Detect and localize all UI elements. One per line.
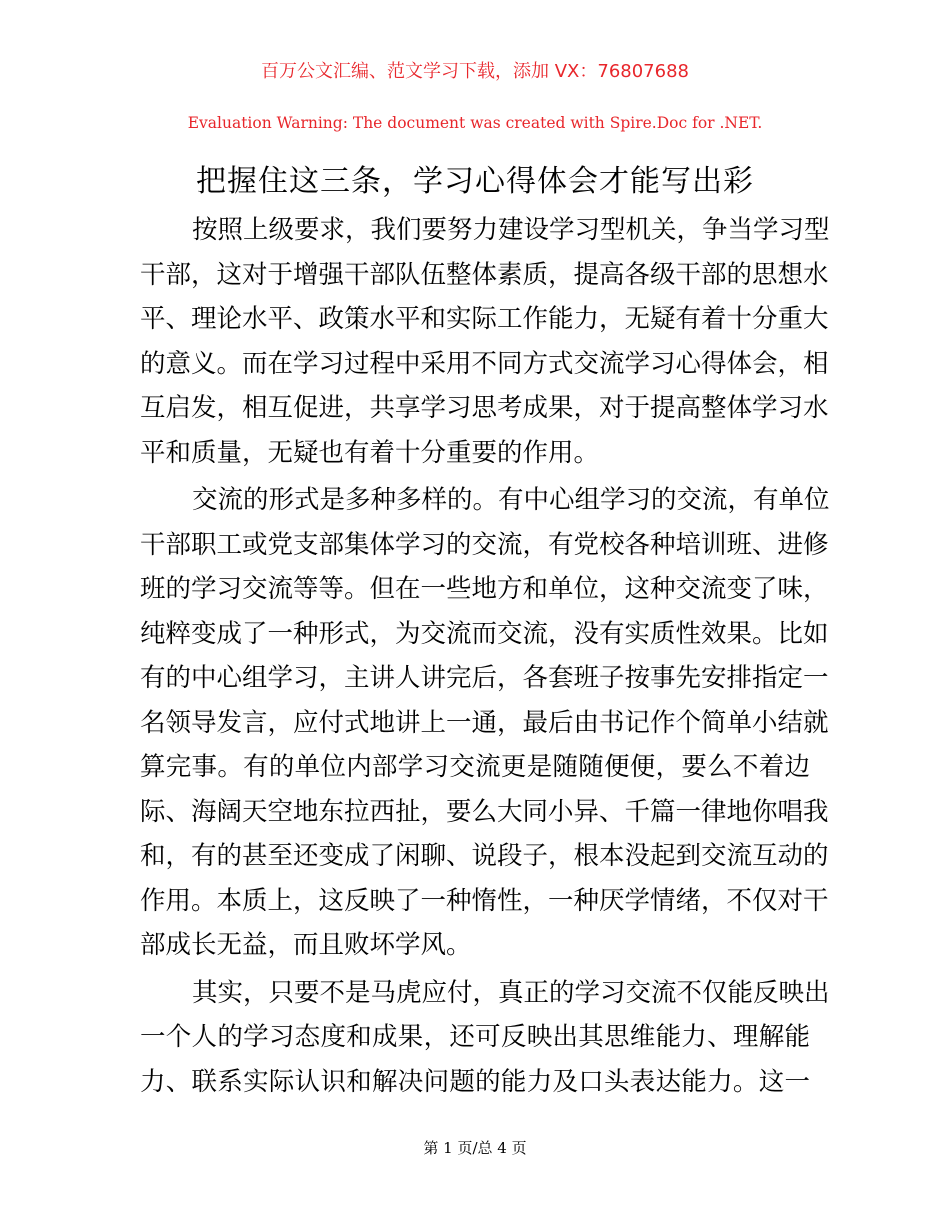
text-line: 和，有的甚至还变成了闲聊、说段子，根本没起到交流互动的: [140, 841, 829, 871]
text-line: 名领导发言，应付式地讲上一通，最后由书记作个简单小结就: [140, 707, 829, 738]
text-line: 的意义。而在学习过程中采用不同方式交流学习心得体会，相: [140, 348, 829, 379]
paragraph: [140, 971, 830, 1105]
text-line: 有的中心组学习，主讲人讲完后，各套班子按事先安排指定一: [140, 663, 829, 693]
text-line: 互启发，相互促进，共享学习思考成果，对于提高整体学习水: [140, 393, 829, 423]
text-line: 力、联系实际认识和解决问题的能力及口头表达能力。这一: [140, 1066, 810, 1097]
paragraph: [140, 478, 830, 968]
text-line: 算完事。有的单位内部学习交流更是随随便便，要么不着边: [140, 752, 810, 782]
text-line: 际、海阔天空地东拉西扯，要么大同小异、千篇一律地你唱我: [140, 796, 829, 827]
document-body: [140, 208, 830, 1107]
text-line: 干部职工或党支部集体学习的交流，有党校各种培训班、进修: [140, 529, 829, 560]
text-line: 作用。本质上，这反映了一种惰性，一种厌学情绪，不仅对干: [140, 885, 829, 916]
text-line: 其实，只要不是马虎应付，真正的学习交流不仅能反映出: [192, 977, 830, 1008]
page-footer: 第 1 页/总 4 页: [423, 1139, 527, 1157]
text-line: 干部，这对于增强干部队伍整体素质，提高各级干部的思想水: [140, 259, 829, 290]
text-line: 纯粹变成了一种形式，为交流而交流，没有实质性效果。比如: [140, 618, 829, 649]
text-line: 平和质量，无疑也有着十分重要的作用。: [140, 437, 600, 468]
text-line: 平、理论水平、政策水平和实际工作能力，无疑有着十分重大: [140, 304, 829, 334]
evaluation-warning: Evaluation Warning: The document was created with Spire.Doc for .NET.: [187, 114, 763, 132]
text-line: 按照上级要求，我们要努力建设学习型机关，争当学习型: [192, 215, 830, 245]
document-title: 把握住这三条，学习心得体会才能写出彩: [196, 164, 754, 199]
text-line: 交流的形式是多种多样的。有中心组学习的交流，有单位: [192, 485, 830, 515]
download-banner: 百万公文汇编、范文学习下载，添加 VX：76807688: [261, 61, 689, 82]
text-line: 班的学习交流等等。但在一些地方和单位，这种交流变了味，: [140, 574, 829, 604]
text-line: 一个人的学习态度和成果，还可反映出其思维能力、理解能: [140, 1022, 810, 1052]
text-line: 部成长无益，而且败坏学风。: [140, 930, 472, 960]
paragraph: [140, 208, 830, 475]
